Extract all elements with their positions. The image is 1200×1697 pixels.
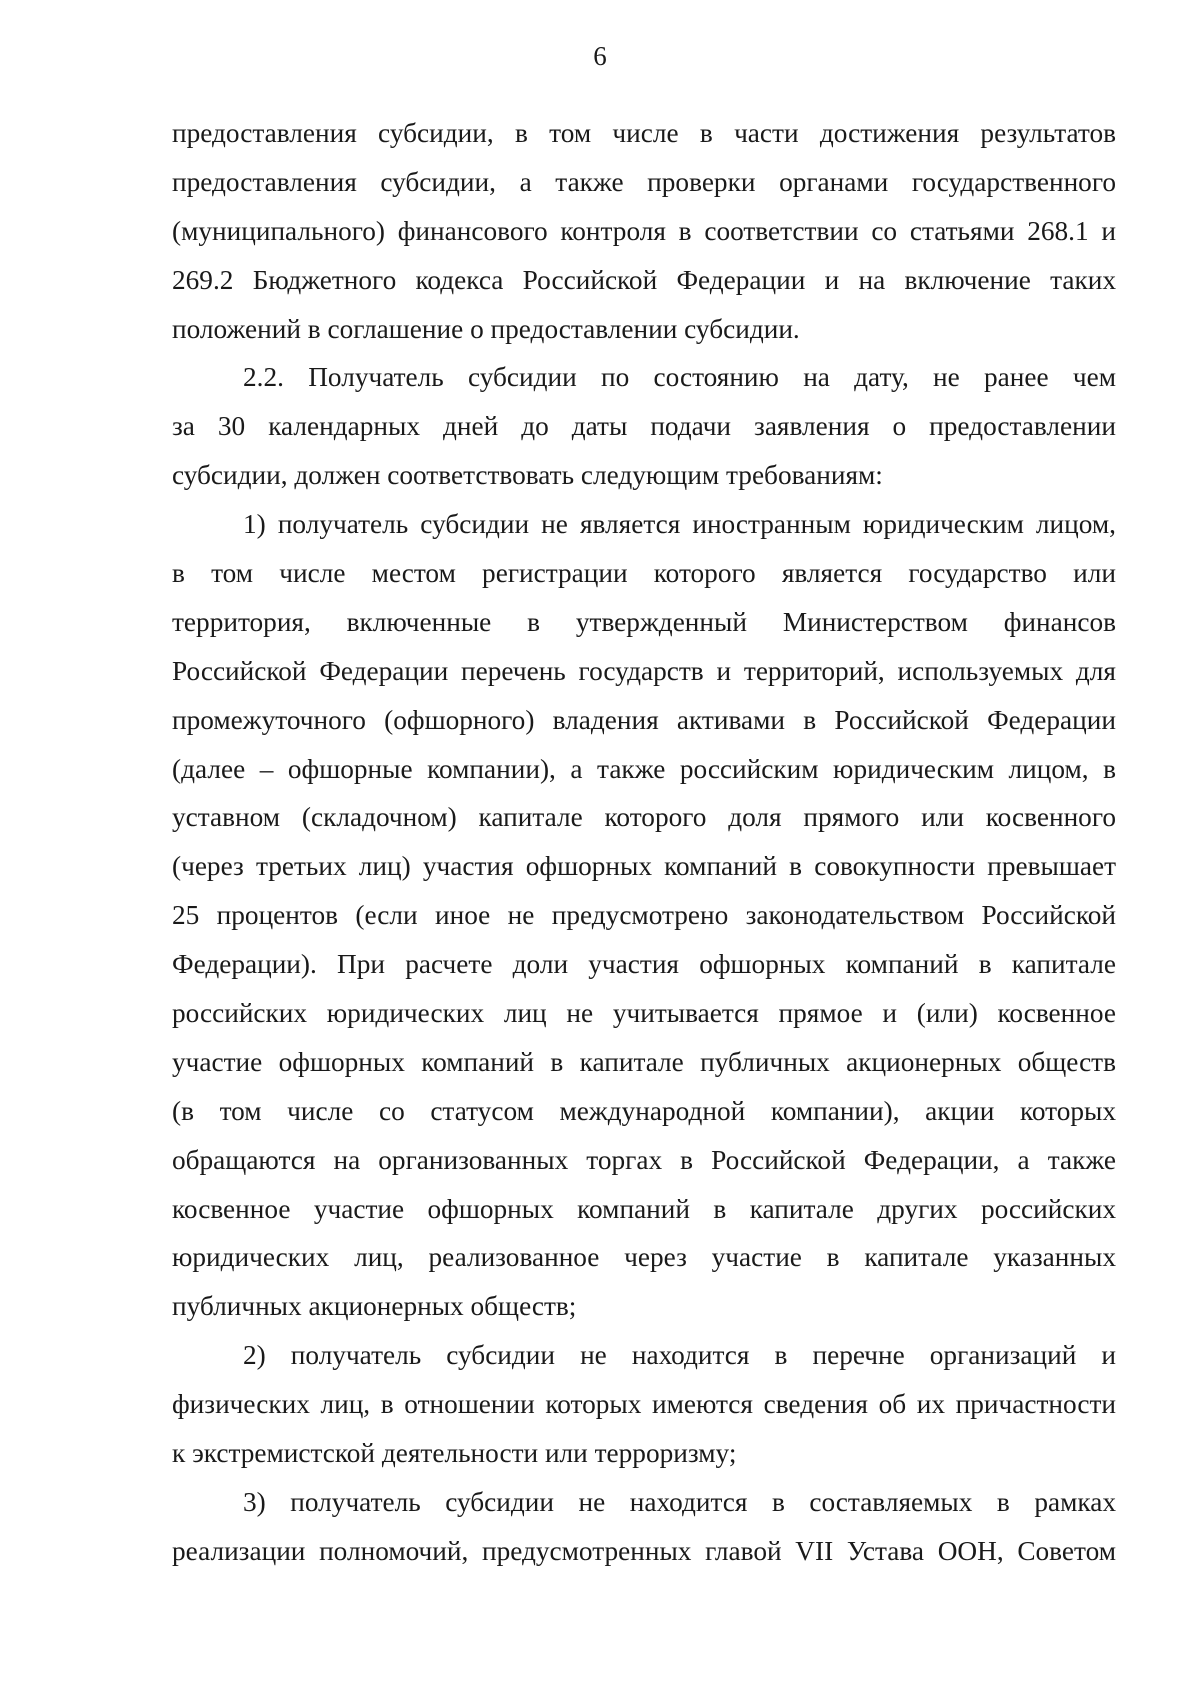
text-line: 2) получатель субсидии не находится в перечне организаций и <box>243 1340 1116 1371</box>
text-line: физических лиц, в отношении которых имеются сведения об их причастности <box>172 1389 1116 1420</box>
text-line: положений в соглашение о предоставлении субсидии. <box>172 313 800 344</box>
text-line: российских юридических лиц не учитывается прямое и (или) косвенное <box>172 998 1116 1029</box>
text-line: (далее – офшорные компании), а также российским юридическим лицом, в <box>172 753 1116 784</box>
text-line: участие офшорных компаний в капитале публичных акционерных обществ <box>172 1046 1116 1077</box>
document-body <box>172 109 1116 1576</box>
text-line: (в том числе со статусом международной компании), акции которых <box>172 1095 1116 1126</box>
text-line: обращаются на организованных торгах в Российской Федерации, а также <box>172 1144 1116 1175</box>
text-line: уставном (складочном) капитале которого доля прямого или косвенного <box>172 802 1116 833</box>
text-line: 3) получатель субсидии не находится в составляемых в рамках <box>243 1486 1116 1517</box>
text-line: Федерации). При расчете доли участия офшорных компаний в капитале <box>172 949 1116 980</box>
text-line: территория, включенные в утвержденный Министерством финансов <box>172 606 1116 637</box>
text-line: реализации полномочий, предусмотренных главой VII Устава ООН, Советом <box>172 1535 1116 1566</box>
text-line: субсидии, должен соответствовать следующим требованиям: <box>172 460 883 491</box>
text-line: (муниципального) финансового контроля в соответствии со статьями 268.1 и <box>172 215 1116 246</box>
text-line: публичных акционерных обществ; <box>172 1291 577 1322</box>
text-line: в том числе местом регистрации которого является государство или <box>172 558 1116 589</box>
text-line: за 30 календарных дней до даты подачи заявления о предоставлении <box>172 411 1116 442</box>
text-line: 269.2 Бюджетного кодекса Российской Федерации и на включение таких <box>172 264 1116 295</box>
page-number: 6 <box>593 41 607 71</box>
text-line: предоставления субсидии, в том числе в части достижения результатов <box>172 118 1116 148</box>
text-line: предоставления субсидии, а также проверки органами государственного <box>172 166 1116 197</box>
text-line: к экстремистской деятельности или терроризму; <box>172 1438 737 1469</box>
text-line: 1) получатель субсидии не является иностранным юридическим лицом, <box>243 509 1116 540</box>
text-line: Российской Федерации перечень государств и территорий, используемых для <box>172 655 1116 686</box>
text-line: промежуточного (офшорного) владения активами в Российской Федерации <box>172 704 1116 735</box>
text-line: косвенное участие офшорных компаний в капитале других российских <box>172 1193 1116 1224</box>
text-line: (через третьих лиц) участия офшорных компаний в совокупности превышает <box>172 851 1116 882</box>
text-line: 2.2. Получатель субсидии по состоянию на дату, не ранее чем <box>243 362 1116 393</box>
text-line: 25 процентов (если иное не предусмотрено законодательством Российской <box>172 900 1116 931</box>
text-line: юридических лиц, реализованное через участие в капитале указанных <box>172 1242 1116 1273</box>
